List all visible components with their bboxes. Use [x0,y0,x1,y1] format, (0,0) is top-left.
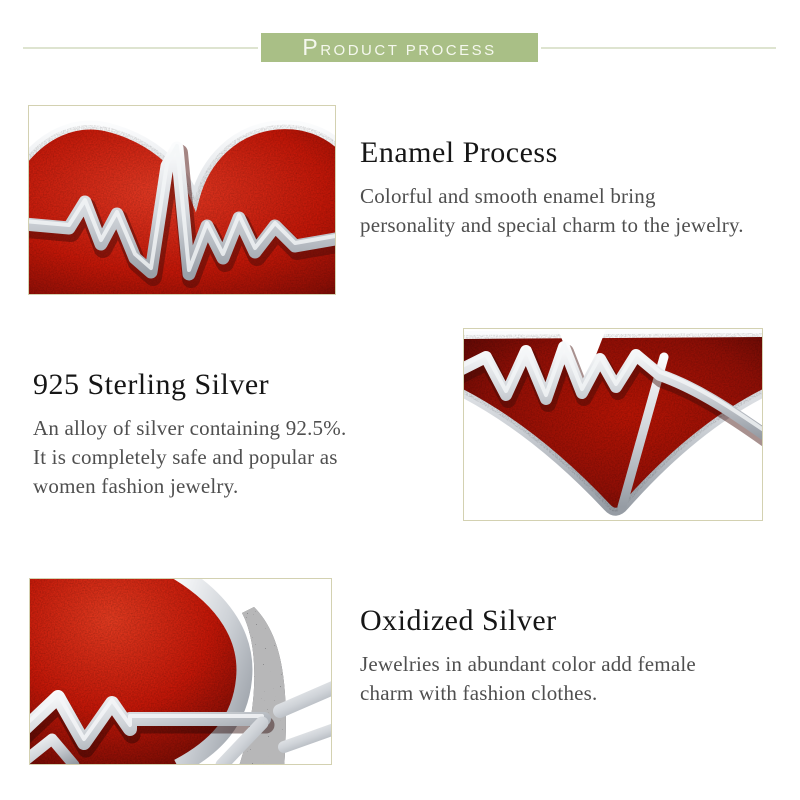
oxidized-heart-image [30,579,331,764]
heart-bottom-image [464,329,762,520]
section-body-line: Colorful and smooth enamel bring [360,184,656,208]
oxidized-silver-section [360,604,790,708]
header-banner [261,33,538,62]
section-body-line: personality and special charm to the jewelry. [360,213,744,237]
section-body-line: women fashion jewelry. [33,474,239,498]
page-title: PRODUCT PROCESS [302,34,497,60]
heart-bottom-photo [463,328,763,521]
enamel-heart-image [29,106,335,294]
section-heading-oxidized-silver: Oxidized Silver [360,604,557,637]
section-body-line: It is completely safe and popular as [33,445,338,469]
oxidized-silver-photo [29,578,332,765]
header-rule-right [541,47,776,49]
section-heading-sterling-silver: 925 Sterling Silver [33,368,270,401]
enamel-heart-photo [28,105,336,295]
sterling-silver-section [33,368,453,501]
header-rule-left [23,47,258,49]
section-body-line: Jewelries in abundant color add female [360,652,696,676]
section-body-line: charm with fashion clothes. [360,681,598,705]
enamel-process-section [360,136,790,240]
section-body-line: An alloy of silver containing 92.5%. [33,416,347,440]
section-heading-enamel-process: Enamel Process [360,136,558,169]
